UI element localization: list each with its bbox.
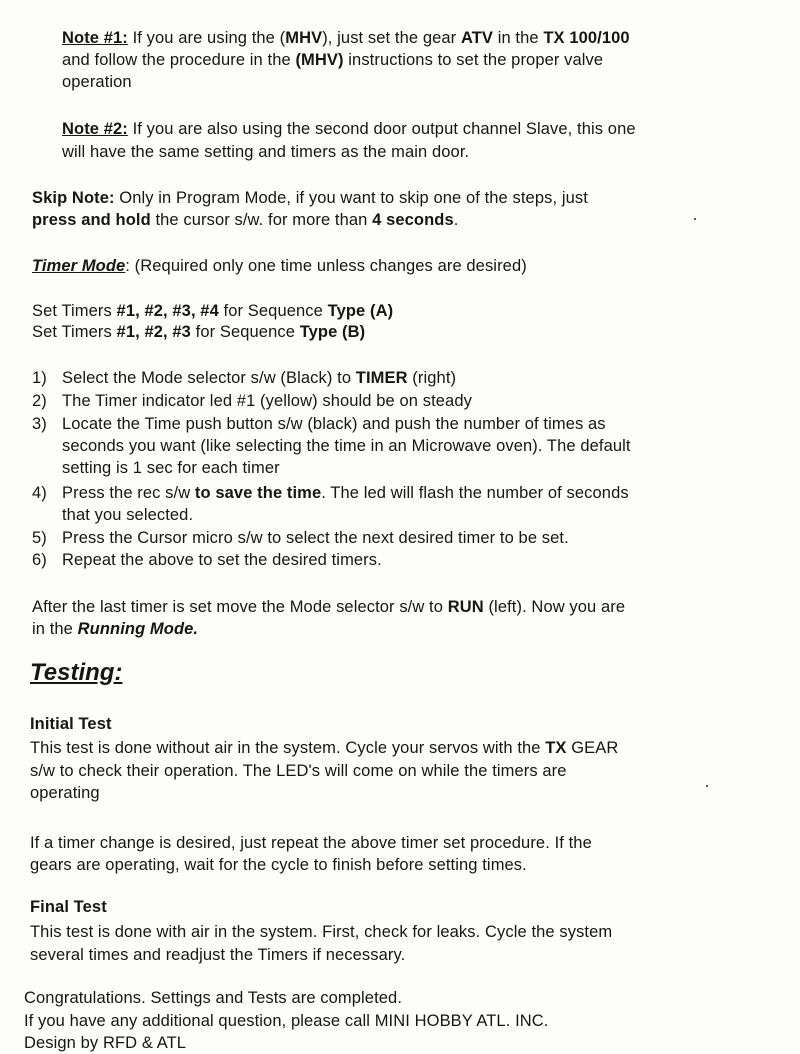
after-line1: After the last timer is set move the Mode selector s/w to RUN (left). Now you are (32, 598, 626, 616)
step-3-text-line2: seconds you want (like selecting the time in an Microwave oven). The default (62, 437, 631, 455)
note1-line1: Note #1: If you are using the (MHV), just set the gear ATV in the TX 100/100 (62, 29, 630, 47)
step-6-number: 6) (32, 551, 47, 569)
initial-test-line1: This test is done without air in the system. Cycle your servos with the TX GEAR (30, 739, 619, 757)
skip-note-label: Skip Note: (32, 189, 115, 207)
closing-line2: If you have any additional question, please call MINI HOBBY ATL. INC. (24, 1012, 549, 1030)
step-3-text-line3: setting is 1 sec for each timer (62, 459, 280, 477)
closing-line1: Congratulations. Settings and Tests are completed. (24, 989, 402, 1007)
step-5-number: 5) (32, 529, 47, 547)
testing-heading: Testing: (30, 659, 123, 686)
sequence-b-line: Set Timers #1, #2, #3 for Sequence Type (B) (32, 323, 366, 341)
step-4-number: 4) (32, 484, 47, 502)
step-3-text-line1: Locate the Time push button s/w (black) and push the number of times as (62, 415, 606, 433)
step-2-number: 2) (32, 392, 47, 410)
initial-test-line3: operating (30, 784, 100, 802)
scan-speck (694, 218, 696, 220)
note2-line1: Note #2: If you are also using the second door output channel Slave, this one (62, 120, 636, 138)
skip-note-line2: press and hold the cursor s/w. for more than 4 seconds. (32, 211, 459, 229)
initial-test-line2: s/w to check their operation. The LED's will come on while the timers are (30, 762, 567, 780)
step-5-text: Press the Cursor micro s/w to select the next desired timer to be set. (62, 529, 569, 547)
final-test-heading: Final Test (30, 898, 107, 916)
timer-mode-line: Timer Mode: (Required only one time unless changes are desired) (32, 257, 527, 275)
note2-line2: will have the same setting and timers as the main door. (62, 143, 470, 161)
final-test-line1: This test is done with air in the system. First, check for leaks. Cycle the system (30, 923, 613, 941)
sequence-a-line: Set Timers #1, #2, #3, #4 for Sequence Type (A) (32, 302, 394, 320)
after-line2: in the Running Mode. (32, 620, 199, 638)
step-2-text: The Timer indicator led #1 (yellow) should be on steady (62, 392, 472, 410)
initial-test-heading: Initial Test (30, 715, 112, 733)
step-1-text: Select the Mode selector s/w (Black) to TIMER (right) (62, 369, 457, 387)
step-6-text: Repeat the above to set the desired timers. (62, 551, 382, 569)
note1-label: Note #1: (62, 29, 128, 47)
final-test-line2: several times and readjust the Timers if necessary. (30, 946, 406, 964)
note1-line2: and follow the procedure in the (MHV) instructions to set the proper valve (62, 51, 604, 69)
note1-line3: operation (62, 73, 132, 91)
scan-speck (706, 785, 708, 787)
step-4-text-line1: Press the rec s/w to save the time. The led will flash the number of seconds (62, 484, 629, 502)
timer-mode-label: Timer Mode (32, 257, 126, 275)
step-4-text-line2: that you selected. (62, 506, 194, 524)
timer-change-line1: If a timer change is desired, just repeat the above timer set procedure. If the (30, 834, 592, 852)
step-3-number: 3) (32, 415, 47, 433)
step-1-number: 1) (32, 369, 47, 387)
note2-label: Note #2: (62, 120, 128, 138)
skip-note-line1: Skip Note: Only in Program Mode, if you want to skip one of the steps, just (32, 189, 588, 207)
timer-change-line2: gears are operating, wait for the cycle to finish before setting times. (30, 856, 527, 874)
closing-line3: Design by RFD & ATL (24, 1034, 187, 1052)
